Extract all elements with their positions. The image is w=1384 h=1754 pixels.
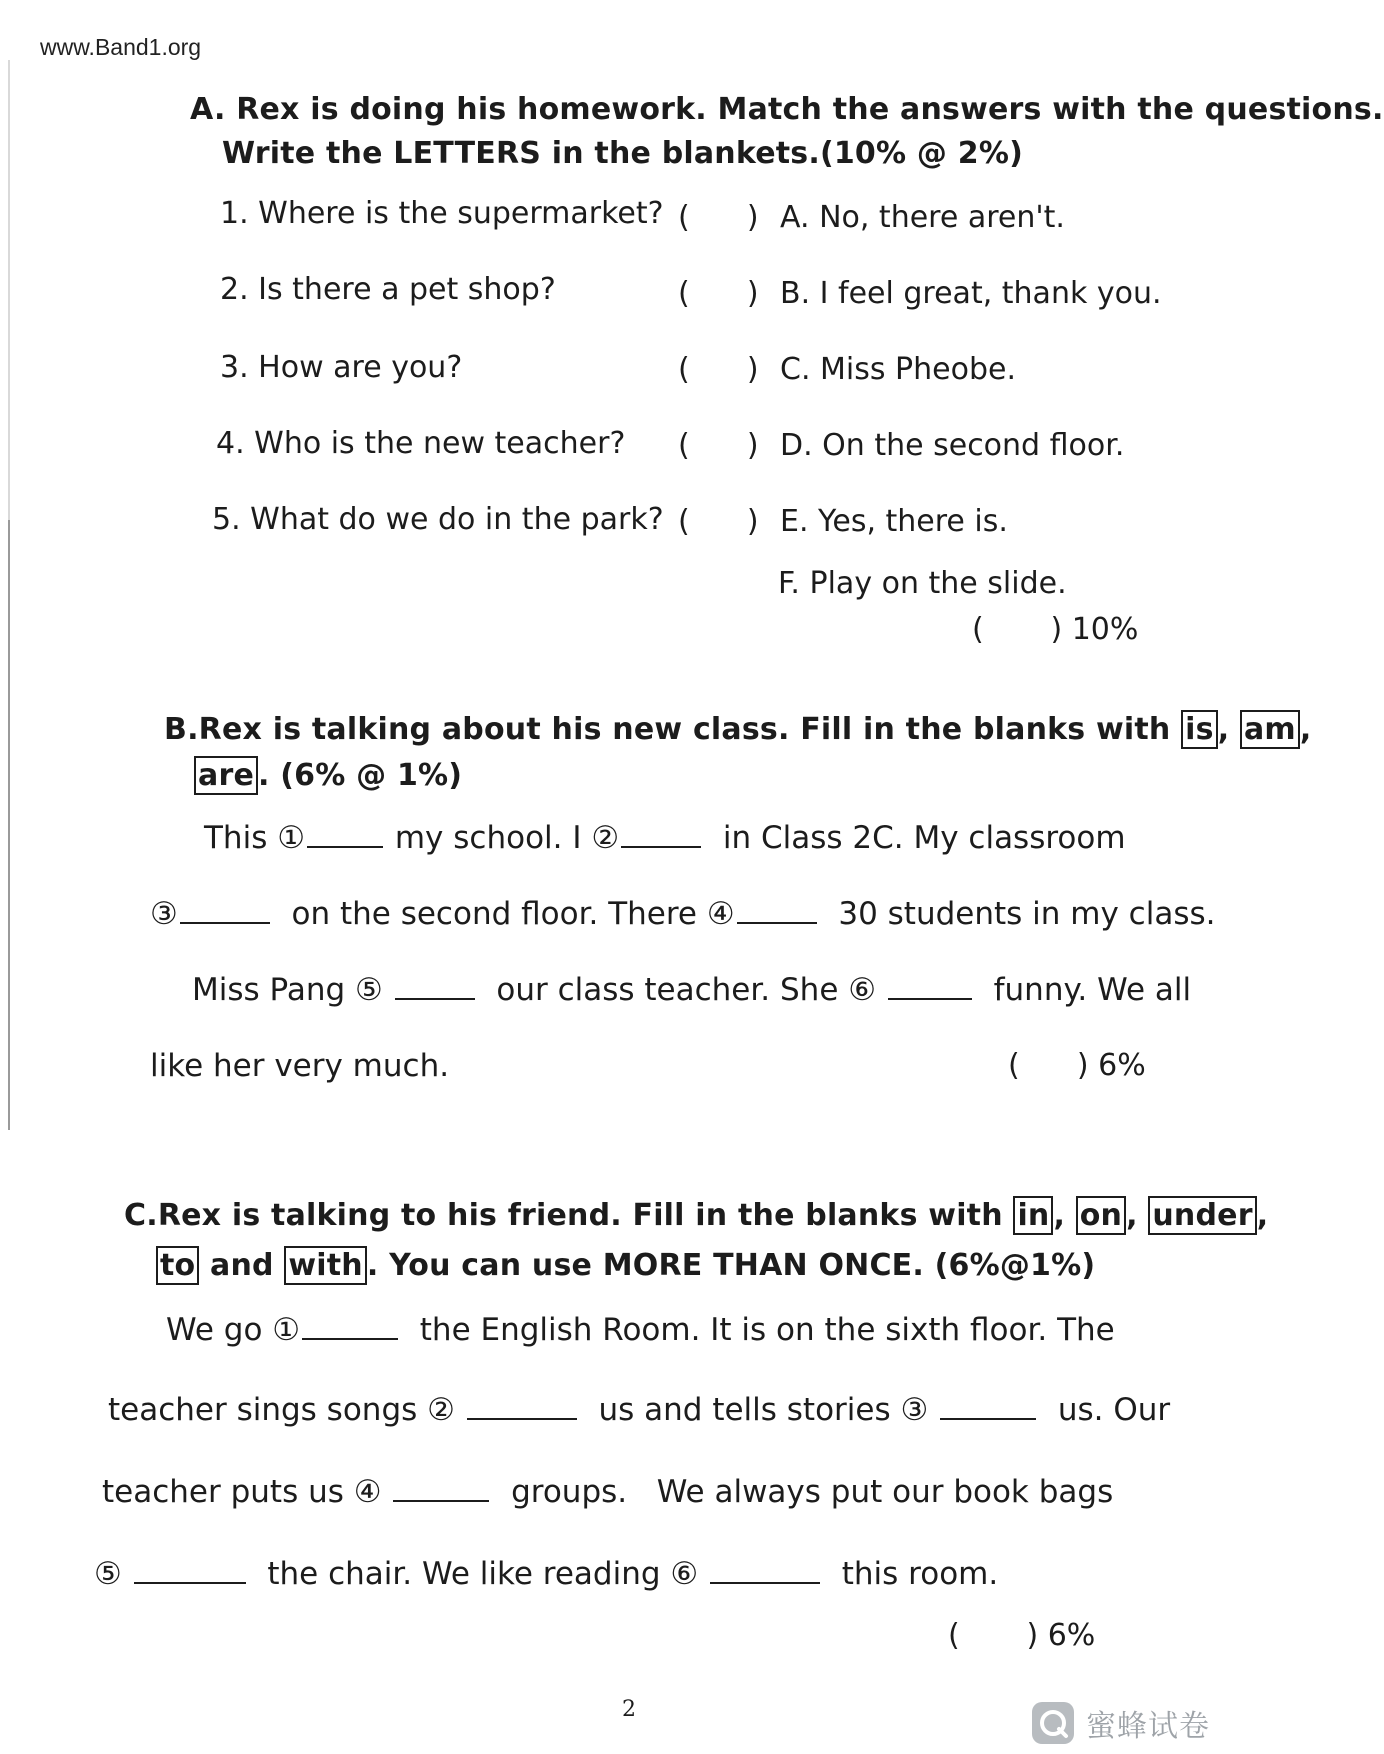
section-c-instruction-2: to and with . You can use MORE THAN ONCE. (6%@1%)	[156, 1248, 1095, 1283]
blank-b6[interactable]	[888, 974, 972, 1000]
section-c-line-3: teacher puts us ④ groups. We always put our book bags	[102, 1474, 1114, 1510]
blank-c1[interactable]	[302, 1314, 398, 1340]
section-c-score[interactable]: ( ) 6%	[948, 1618, 1096, 1653]
blank-c2[interactable]	[467, 1394, 577, 1420]
section-b-line-1: This ① my school. I ② in Class 2C. My classroom	[204, 820, 1126, 856]
question-3: 3. How are you?	[220, 350, 463, 385]
answer-blank-4[interactable]: ( )	[678, 428, 759, 463]
margin-line-dark	[8, 520, 10, 1130]
word-box-am: am	[1240, 710, 1300, 749]
blank-c5[interactable]	[134, 1558, 246, 1584]
watermark-text: 蜜蜂试卷	[1086, 1709, 1210, 1744]
section-a-instruction-1: A. Rex is doing his homework. Match the answers with the questions.	[190, 92, 1384, 127]
section-a-instruction-2: Write the LETTERS in the blankets.(10% @ 2%)	[222, 136, 1024, 171]
answer-blank-2[interactable]: ( )	[678, 276, 759, 311]
section-c-line-4: ⑤ the chair. We like reading ⑥ this room.	[94, 1556, 999, 1592]
word-box-in: in	[1013, 1196, 1053, 1235]
section-c-line-2: teacher sings songs ② us and tells stories ③ us. Our	[108, 1392, 1171, 1428]
section-b-instruction-2: are . (6% @ 1%)	[194, 758, 462, 793]
question-4: 4. Who is the new teacher?	[216, 426, 626, 461]
answer-blank-3[interactable]: ( )	[678, 352, 759, 387]
answer-b: B. I feel great, thank you.	[780, 276, 1162, 311]
section-c-score-value: 6%	[1047, 1618, 1096, 1653]
word-box-with: with	[284, 1246, 367, 1285]
section-c-instruction-1: C.Rex is talking to his friend. Fill in the blanks with in , on , under ,	[124, 1198, 1269, 1233]
watermark	[1030, 1700, 1210, 1746]
blank-b4[interactable]	[737, 898, 817, 924]
answer-blank-1[interactable]: ( )	[678, 200, 759, 235]
website-url: www.Band1.org	[40, 34, 202, 60]
word-box-are: are	[194, 756, 258, 795]
section-b-line-3: Miss Pang ⑤ our class teacher. She ⑥ funny. We all	[192, 972, 1192, 1008]
answer-c: C. Miss Pheobe.	[780, 352, 1016, 387]
section-b-score-value: 6%	[1098, 1048, 1146, 1083]
question-5: 5. What do we do in the park?	[212, 502, 664, 537]
blank-b5[interactable]	[395, 974, 475, 1000]
section-a-score[interactable]: ( ) 10%	[972, 612, 1139, 647]
question-1: 1. Where is the supermarket?	[220, 196, 664, 231]
answer-blank-5[interactable]: ( )	[678, 504, 759, 539]
section-b-line-4: like her very much.	[150, 1048, 450, 1084]
blank-b2[interactable]	[621, 822, 701, 848]
word-box-on: on	[1076, 1196, 1126, 1235]
answer-f: F. Play on the slide.	[778, 566, 1067, 601]
section-b-line-2: ③ on the second floor. There ④ 30 students in my class.	[150, 896, 1216, 932]
blank-c6[interactable]	[710, 1558, 820, 1584]
blank-c3[interactable]	[940, 1394, 1036, 1420]
page-number: 2	[622, 1697, 636, 1722]
blank-c4[interactable]	[393, 1476, 489, 1502]
blank-b3[interactable]	[180, 898, 270, 924]
section-a-score-value: 10%	[1071, 612, 1139, 647]
word-box-to: to	[156, 1246, 199, 1285]
bee-logo-icon	[1030, 1700, 1076, 1746]
answer-d: D. On the second floor.	[780, 428, 1125, 463]
word-box-is: is	[1181, 710, 1218, 749]
answer-e: E. Yes, there is.	[780, 504, 1008, 539]
section-c-line-1: We go ① the English Room. It is on the sixth floor. The	[166, 1312, 1115, 1348]
blank-b1[interactable]	[307, 822, 383, 848]
answer-a: A. No, there aren't.	[780, 200, 1065, 235]
section-b-instruction-1: B.Rex is talking about his new class. Fill in the blanks with is , am ,	[164, 712, 1312, 747]
word-box-under: under	[1148, 1196, 1256, 1235]
question-2: 2. Is there a pet shop?	[220, 272, 556, 307]
section-b-score[interactable]: ( ) 6%	[1008, 1048, 1146, 1083]
